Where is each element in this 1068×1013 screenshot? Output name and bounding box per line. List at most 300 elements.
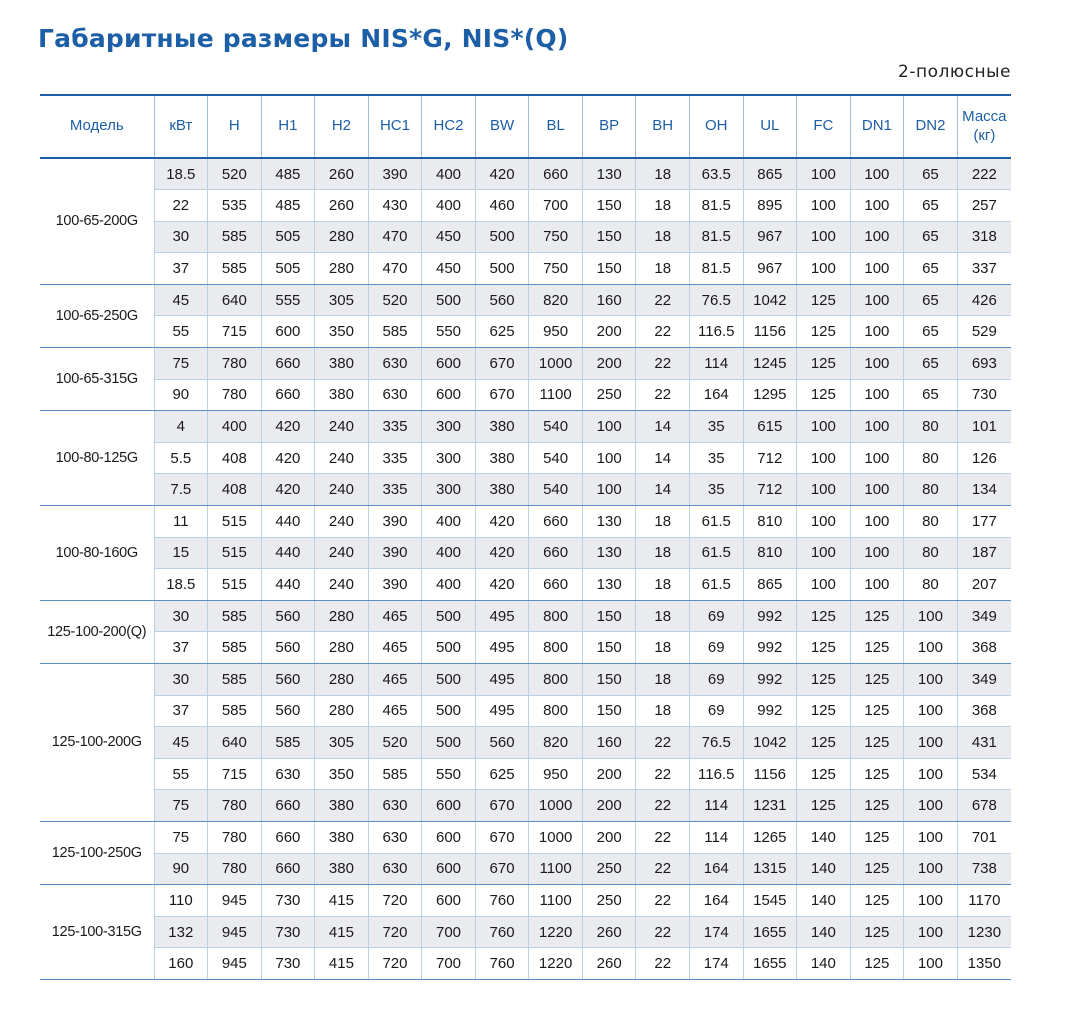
column-header: кВт	[154, 95, 208, 158]
column-header: OH	[689, 95, 743, 158]
value-cell: 140	[797, 821, 851, 853]
value-cell: 130	[582, 506, 636, 538]
value-cell: 22	[636, 790, 690, 822]
value-cell: 800	[529, 695, 583, 727]
value-cell: 534	[957, 758, 1011, 790]
value-cell: 693	[957, 348, 1011, 380]
value-cell: 1100	[529, 885, 583, 917]
value-cell: 100	[850, 348, 904, 380]
value-cell: 35	[689, 411, 743, 443]
value-cell: 400	[422, 190, 476, 222]
value-cell: 420	[475, 537, 529, 569]
value-cell: 630	[368, 853, 422, 885]
model-cell: 100-65-200G	[40, 158, 154, 284]
value-cell: 967	[743, 253, 797, 285]
value-cell: 335	[368, 474, 422, 506]
value-cell: 730	[261, 885, 315, 917]
value-cell: 390	[368, 506, 422, 538]
value-cell: 1350	[957, 948, 1011, 980]
value-cell: 945	[208, 948, 262, 980]
value-cell: 1231	[743, 790, 797, 822]
value-cell: 65	[904, 316, 958, 348]
value-cell: 134	[957, 474, 1011, 506]
value-cell: 380	[475, 442, 529, 474]
value-cell: 80	[904, 569, 958, 601]
value-cell: 15	[154, 537, 208, 569]
value-cell: 600	[422, 379, 476, 411]
value-cell: 100	[904, 916, 958, 948]
value-cell: 585	[368, 758, 422, 790]
value-cell: 760	[475, 948, 529, 980]
value-cell: 81.5	[689, 253, 743, 285]
value-cell: 730	[261, 916, 315, 948]
value-cell: 100	[797, 253, 851, 285]
value-cell: 660	[261, 821, 315, 853]
value-cell: 125	[797, 758, 851, 790]
table-row	[40, 600, 1011, 632]
table-row	[40, 158, 1011, 190]
value-cell: 712	[743, 442, 797, 474]
value-cell: 1100	[529, 379, 583, 411]
value-cell: 280	[315, 253, 369, 285]
value-cell: 540	[529, 442, 583, 474]
value-cell: 18	[636, 506, 690, 538]
value-cell: 800	[529, 664, 583, 696]
value-cell: 18	[636, 253, 690, 285]
value-cell: 280	[315, 600, 369, 632]
value-cell: 950	[529, 316, 583, 348]
value-cell: 450	[422, 221, 476, 253]
value-cell: 200	[582, 348, 636, 380]
value-cell: 780	[208, 790, 262, 822]
table-row	[40, 948, 1011, 980]
value-cell: 500	[422, 632, 476, 664]
value-cell: 200	[582, 316, 636, 348]
value-cell: 505	[261, 221, 315, 253]
value-cell: 600	[422, 885, 476, 917]
value-cell: 720	[368, 948, 422, 980]
value-cell: 318	[957, 221, 1011, 253]
value-cell: 485	[261, 190, 315, 222]
value-cell: 130	[582, 537, 636, 569]
value-cell: 18	[636, 158, 690, 190]
value-cell: 100	[904, 758, 958, 790]
model-cell: 125-100-200G	[40, 664, 154, 822]
value-cell: 600	[261, 316, 315, 348]
value-cell: 440	[261, 506, 315, 538]
value-cell: 950	[529, 758, 583, 790]
column-header: DN2	[904, 95, 958, 158]
value-cell: 90	[154, 853, 208, 885]
value-cell: 125	[850, 758, 904, 790]
table-row	[40, 695, 1011, 727]
value-cell: 1100	[529, 853, 583, 885]
value-cell: 14	[636, 474, 690, 506]
table-row	[40, 569, 1011, 601]
value-cell: 140	[797, 948, 851, 980]
value-cell: 240	[315, 411, 369, 443]
value-cell: 560	[261, 695, 315, 727]
value-cell: 992	[743, 632, 797, 664]
value-cell: 780	[208, 853, 262, 885]
value-cell: 305	[315, 727, 369, 759]
value-cell: 495	[475, 695, 529, 727]
model-cell: 125-100-315G	[40, 885, 154, 980]
value-cell: 81.5	[689, 190, 743, 222]
value-cell: 820	[529, 284, 583, 316]
value-cell: 440	[261, 537, 315, 569]
value-cell: 780	[208, 348, 262, 380]
value-cell: 495	[475, 632, 529, 664]
value-cell: 174	[689, 948, 743, 980]
value-cell: 350	[315, 758, 369, 790]
value-cell: 465	[368, 600, 422, 632]
value-cell: 1000	[529, 790, 583, 822]
value-cell: 100	[582, 411, 636, 443]
value-cell: 585	[368, 316, 422, 348]
model-cell: 125-100-200(Q)	[40, 600, 154, 663]
value-cell: 100	[904, 727, 958, 759]
value-cell: 1230	[957, 916, 1011, 948]
value-cell: 125	[850, 727, 904, 759]
value-cell: 140	[797, 885, 851, 917]
value-cell: 140	[797, 853, 851, 885]
value-cell: 555	[261, 284, 315, 316]
value-cell: 400	[422, 158, 476, 190]
value-cell: 11	[154, 506, 208, 538]
value-cell: 30	[154, 664, 208, 696]
value-cell: 100	[850, 569, 904, 601]
value-cell: 350	[315, 316, 369, 348]
column-header: H	[208, 95, 262, 158]
value-cell: 125	[797, 790, 851, 822]
value-cell: 630	[368, 821, 422, 853]
value-cell: 660	[529, 569, 583, 601]
value-cell: 69	[689, 632, 743, 664]
value-cell: 22	[636, 948, 690, 980]
value-cell: 1156	[743, 758, 797, 790]
value-cell: 22	[636, 758, 690, 790]
page-title: Габаритные размеры NIS*G, NIS*(Q)	[38, 24, 569, 53]
value-cell: 69	[689, 695, 743, 727]
value-cell: 810	[743, 506, 797, 538]
value-cell: 470	[368, 221, 422, 253]
value-cell: 114	[689, 790, 743, 822]
model-cell: 100-80-125G	[40, 411, 154, 506]
value-cell: 100	[850, 506, 904, 538]
value-cell: 65	[904, 221, 958, 253]
value-cell: 810	[743, 537, 797, 569]
value-cell: 100	[850, 474, 904, 506]
value-cell: 560	[261, 600, 315, 632]
value-cell: 380	[475, 411, 529, 443]
value-cell: 100	[904, 821, 958, 853]
value-cell: 61.5	[689, 537, 743, 569]
value-cell: 260	[315, 190, 369, 222]
value-cell: 125	[850, 600, 904, 632]
value-cell: 280	[315, 664, 369, 696]
value-cell: 820	[529, 727, 583, 759]
value-cell: 125	[850, 853, 904, 885]
value-cell: 100	[797, 474, 851, 506]
value-cell: 30	[154, 221, 208, 253]
value-cell: 368	[957, 695, 1011, 727]
table-row	[40, 190, 1011, 222]
value-cell: 22	[154, 190, 208, 222]
value-cell: 100	[904, 664, 958, 696]
value-cell: 200	[582, 821, 636, 853]
value-cell: 992	[743, 695, 797, 727]
value-cell: 408	[208, 474, 262, 506]
value-cell: 45	[154, 727, 208, 759]
table-row	[40, 442, 1011, 474]
value-cell: 100	[797, 411, 851, 443]
value-cell: 65	[904, 253, 958, 285]
value-cell: 126	[957, 442, 1011, 474]
value-cell: 560	[475, 284, 529, 316]
value-cell: 55	[154, 316, 208, 348]
value-cell: 240	[315, 569, 369, 601]
value-cell: 22	[636, 885, 690, 917]
value-cell: 18	[636, 600, 690, 632]
value-cell: 75	[154, 348, 208, 380]
value-cell: 380	[315, 790, 369, 822]
table-row	[40, 758, 1011, 790]
value-cell: 100	[797, 190, 851, 222]
column-header: BP	[582, 95, 636, 158]
value-cell: 420	[475, 158, 529, 190]
value-cell: 76.5	[689, 727, 743, 759]
value-cell: 670	[475, 379, 529, 411]
value-cell: 55	[154, 758, 208, 790]
model-cell: 100-80-160G	[40, 506, 154, 601]
value-cell: 630	[368, 790, 422, 822]
value-cell: 101	[957, 411, 1011, 443]
value-cell: 100	[797, 158, 851, 190]
value-cell: 125	[850, 948, 904, 980]
value-cell: 400	[422, 569, 476, 601]
value-cell: 670	[475, 348, 529, 380]
value-cell: 22	[636, 379, 690, 411]
value-cell: 125	[850, 790, 904, 822]
value-cell: 100	[582, 474, 636, 506]
table-row	[40, 379, 1011, 411]
value-cell: 585	[208, 632, 262, 664]
value-cell: 415	[315, 885, 369, 917]
value-cell: 100	[850, 537, 904, 569]
value-cell: 125	[797, 348, 851, 380]
value-cell: 76.5	[689, 284, 743, 316]
table-body	[40, 158, 1011, 979]
column-header: H1	[261, 95, 315, 158]
table-row	[40, 632, 1011, 664]
value-cell: 420	[261, 411, 315, 443]
value-cell: 335	[368, 411, 422, 443]
value-cell: 1655	[743, 948, 797, 980]
column-header: Модель	[40, 95, 154, 158]
value-cell: 500	[422, 727, 476, 759]
value-cell: 495	[475, 664, 529, 696]
value-cell: 160	[582, 727, 636, 759]
column-header: FC	[797, 95, 851, 158]
value-cell: 5.5	[154, 442, 208, 474]
value-cell: 125	[797, 727, 851, 759]
pole-count-label: 2-полюсные	[898, 62, 1011, 82]
value-cell: 420	[475, 569, 529, 601]
value-cell: 300	[422, 474, 476, 506]
value-cell: 368	[957, 632, 1011, 664]
value-cell: 431	[957, 727, 1011, 759]
value-cell: 670	[475, 821, 529, 853]
value-cell: 125	[797, 316, 851, 348]
table-row	[40, 316, 1011, 348]
value-cell: 100	[904, 790, 958, 822]
value-cell: 720	[368, 916, 422, 948]
value-cell: 349	[957, 600, 1011, 632]
value-cell: 967	[743, 221, 797, 253]
value-cell: 550	[422, 316, 476, 348]
value-cell: 700	[422, 916, 476, 948]
value-cell: 280	[315, 695, 369, 727]
value-cell: 240	[315, 474, 369, 506]
value-cell: 125	[850, 632, 904, 664]
value-cell: 80	[904, 537, 958, 569]
value-cell: 992	[743, 664, 797, 696]
value-cell: 200	[582, 790, 636, 822]
value-cell: 69	[689, 600, 743, 632]
value-cell: 80	[904, 442, 958, 474]
value-cell: 750	[529, 253, 583, 285]
value-cell: 150	[582, 632, 636, 664]
value-cell: 116.5	[689, 316, 743, 348]
value-cell: 164	[689, 885, 743, 917]
value-cell: 18	[636, 221, 690, 253]
value-cell: 150	[582, 695, 636, 727]
value-cell: 100	[582, 442, 636, 474]
value-cell: 65	[904, 190, 958, 222]
value-cell: 125	[850, 695, 904, 727]
value-cell: 100	[850, 221, 904, 253]
value-cell: 600	[422, 853, 476, 885]
value-cell: 1220	[529, 916, 583, 948]
column-header: DN1	[850, 95, 904, 158]
value-cell: 400	[422, 506, 476, 538]
value-cell: 22	[636, 284, 690, 316]
value-cell: 150	[582, 600, 636, 632]
value-cell: 660	[529, 506, 583, 538]
value-cell: 35	[689, 474, 743, 506]
table-row	[40, 790, 1011, 822]
value-cell: 260	[582, 948, 636, 980]
value-cell: 130	[582, 158, 636, 190]
value-cell: 140	[797, 916, 851, 948]
value-cell: 349	[957, 664, 1011, 696]
value-cell: 65	[904, 158, 958, 190]
value-cell: 22	[636, 727, 690, 759]
value-cell: 585	[208, 600, 262, 632]
table-row	[40, 821, 1011, 853]
value-cell: 30	[154, 600, 208, 632]
value-cell: 945	[208, 916, 262, 948]
value-cell: 865	[743, 569, 797, 601]
table-row	[40, 284, 1011, 316]
value-cell: 1000	[529, 821, 583, 853]
value-cell: 100	[797, 221, 851, 253]
value-cell: 7.5	[154, 474, 208, 506]
value-cell: 600	[422, 348, 476, 380]
value-cell: 300	[422, 411, 476, 443]
value-cell: 415	[315, 948, 369, 980]
table-row	[40, 853, 1011, 885]
value-cell: 177	[957, 506, 1011, 538]
value-cell: 500	[475, 253, 529, 285]
value-cell: 250	[582, 885, 636, 917]
value-cell: 250	[582, 379, 636, 411]
value-cell: 895	[743, 190, 797, 222]
value-cell: 61.5	[689, 569, 743, 601]
value-cell: 240	[315, 537, 369, 569]
value-cell: 100	[850, 190, 904, 222]
value-cell: 670	[475, 790, 529, 822]
value-cell: 75	[154, 790, 208, 822]
value-cell: 630	[368, 348, 422, 380]
column-header: BL	[529, 95, 583, 158]
value-cell: 130	[582, 569, 636, 601]
value-cell: 125	[797, 632, 851, 664]
value-cell: 125	[850, 664, 904, 696]
value-cell: 465	[368, 632, 422, 664]
value-cell: 22	[636, 916, 690, 948]
column-header: Масса (кг)	[957, 95, 1011, 158]
value-cell: 600	[422, 790, 476, 822]
value-cell: 800	[529, 600, 583, 632]
value-cell: 174	[689, 916, 743, 948]
value-cell: 400	[208, 411, 262, 443]
value-cell: 300	[422, 442, 476, 474]
value-cell: 800	[529, 632, 583, 664]
value-cell: 35	[689, 442, 743, 474]
value-cell: 114	[689, 348, 743, 380]
value-cell: 390	[368, 158, 422, 190]
value-cell: 660	[261, 790, 315, 822]
value-cell: 678	[957, 790, 1011, 822]
column-header: HC1	[368, 95, 422, 158]
value-cell: 1655	[743, 916, 797, 948]
value-cell: 750	[529, 221, 583, 253]
value-cell: 125	[850, 885, 904, 917]
value-cell: 305	[315, 284, 369, 316]
value-cell: 400	[422, 537, 476, 569]
value-cell: 100	[850, 158, 904, 190]
value-cell: 100	[797, 537, 851, 569]
value-cell: 535	[208, 190, 262, 222]
value-cell: 37	[154, 253, 208, 285]
value-cell: 125	[797, 664, 851, 696]
value-cell: 257	[957, 190, 1011, 222]
value-cell: 460	[475, 190, 529, 222]
value-cell: 560	[261, 632, 315, 664]
value-cell: 81.5	[689, 221, 743, 253]
value-cell: 37	[154, 695, 208, 727]
value-cell: 500	[422, 600, 476, 632]
table-row	[40, 411, 1011, 443]
value-cell: 90	[154, 379, 208, 411]
value-cell: 992	[743, 600, 797, 632]
value-cell: 485	[261, 158, 315, 190]
value-cell: 738	[957, 853, 1011, 885]
value-cell: 730	[261, 948, 315, 980]
value-cell: 100	[850, 316, 904, 348]
